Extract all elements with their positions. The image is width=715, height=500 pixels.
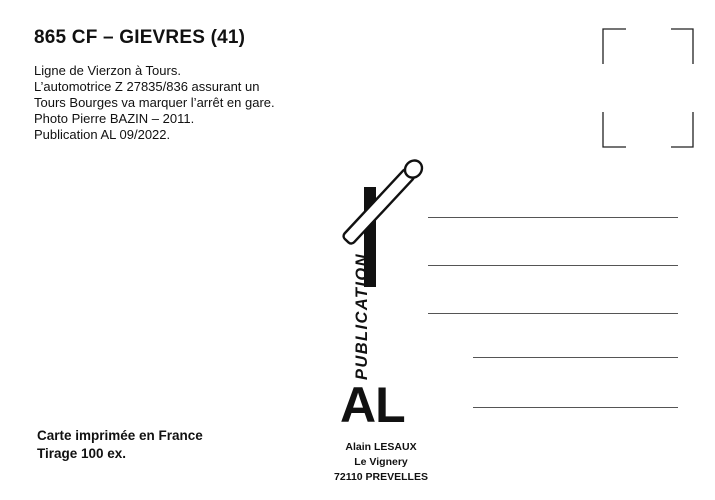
- card-title: 865 CF – GIEVRES (41): [34, 27, 246, 48]
- address-line: [473, 357, 678, 358]
- address-line: [473, 407, 678, 408]
- logo-stick: [342, 168, 416, 246]
- card-footer: [37, 427, 203, 463]
- publisher-street: Le Vignery: [354, 456, 408, 468]
- publisher-name: Alain LESAUX: [345, 441, 417, 453]
- print-run-label: Tirage 100 ex.: [37, 446, 127, 461]
- stamp-area-frame: [602, 28, 694, 148]
- address-line: [428, 313, 678, 314]
- description-line: Tours Bourges va marquer l’arrêt en gare.: [34, 95, 275, 110]
- address-line: [428, 217, 678, 218]
- description-line: Photo Pierre BAZIN – 2011.: [34, 111, 195, 126]
- logo-initials: AL: [340, 377, 405, 433]
- printed-in-label: Carte imprimée en France: [37, 428, 203, 443]
- description-line: Publication AL 09/2022.: [34, 127, 171, 142]
- publisher-address: [320, 440, 442, 485]
- logo-publication-text: PUBLICATION: [353, 253, 371, 380]
- description-line: L’automotrice Z 27835/836 assurant un: [34, 79, 260, 94]
- address-line: [428, 265, 678, 266]
- card-description: [34, 63, 275, 143]
- description-line: Ligne de Vierzon à Tours.: [34, 63, 181, 78]
- publisher-city: 72110 PREVELLES: [334, 471, 428, 483]
